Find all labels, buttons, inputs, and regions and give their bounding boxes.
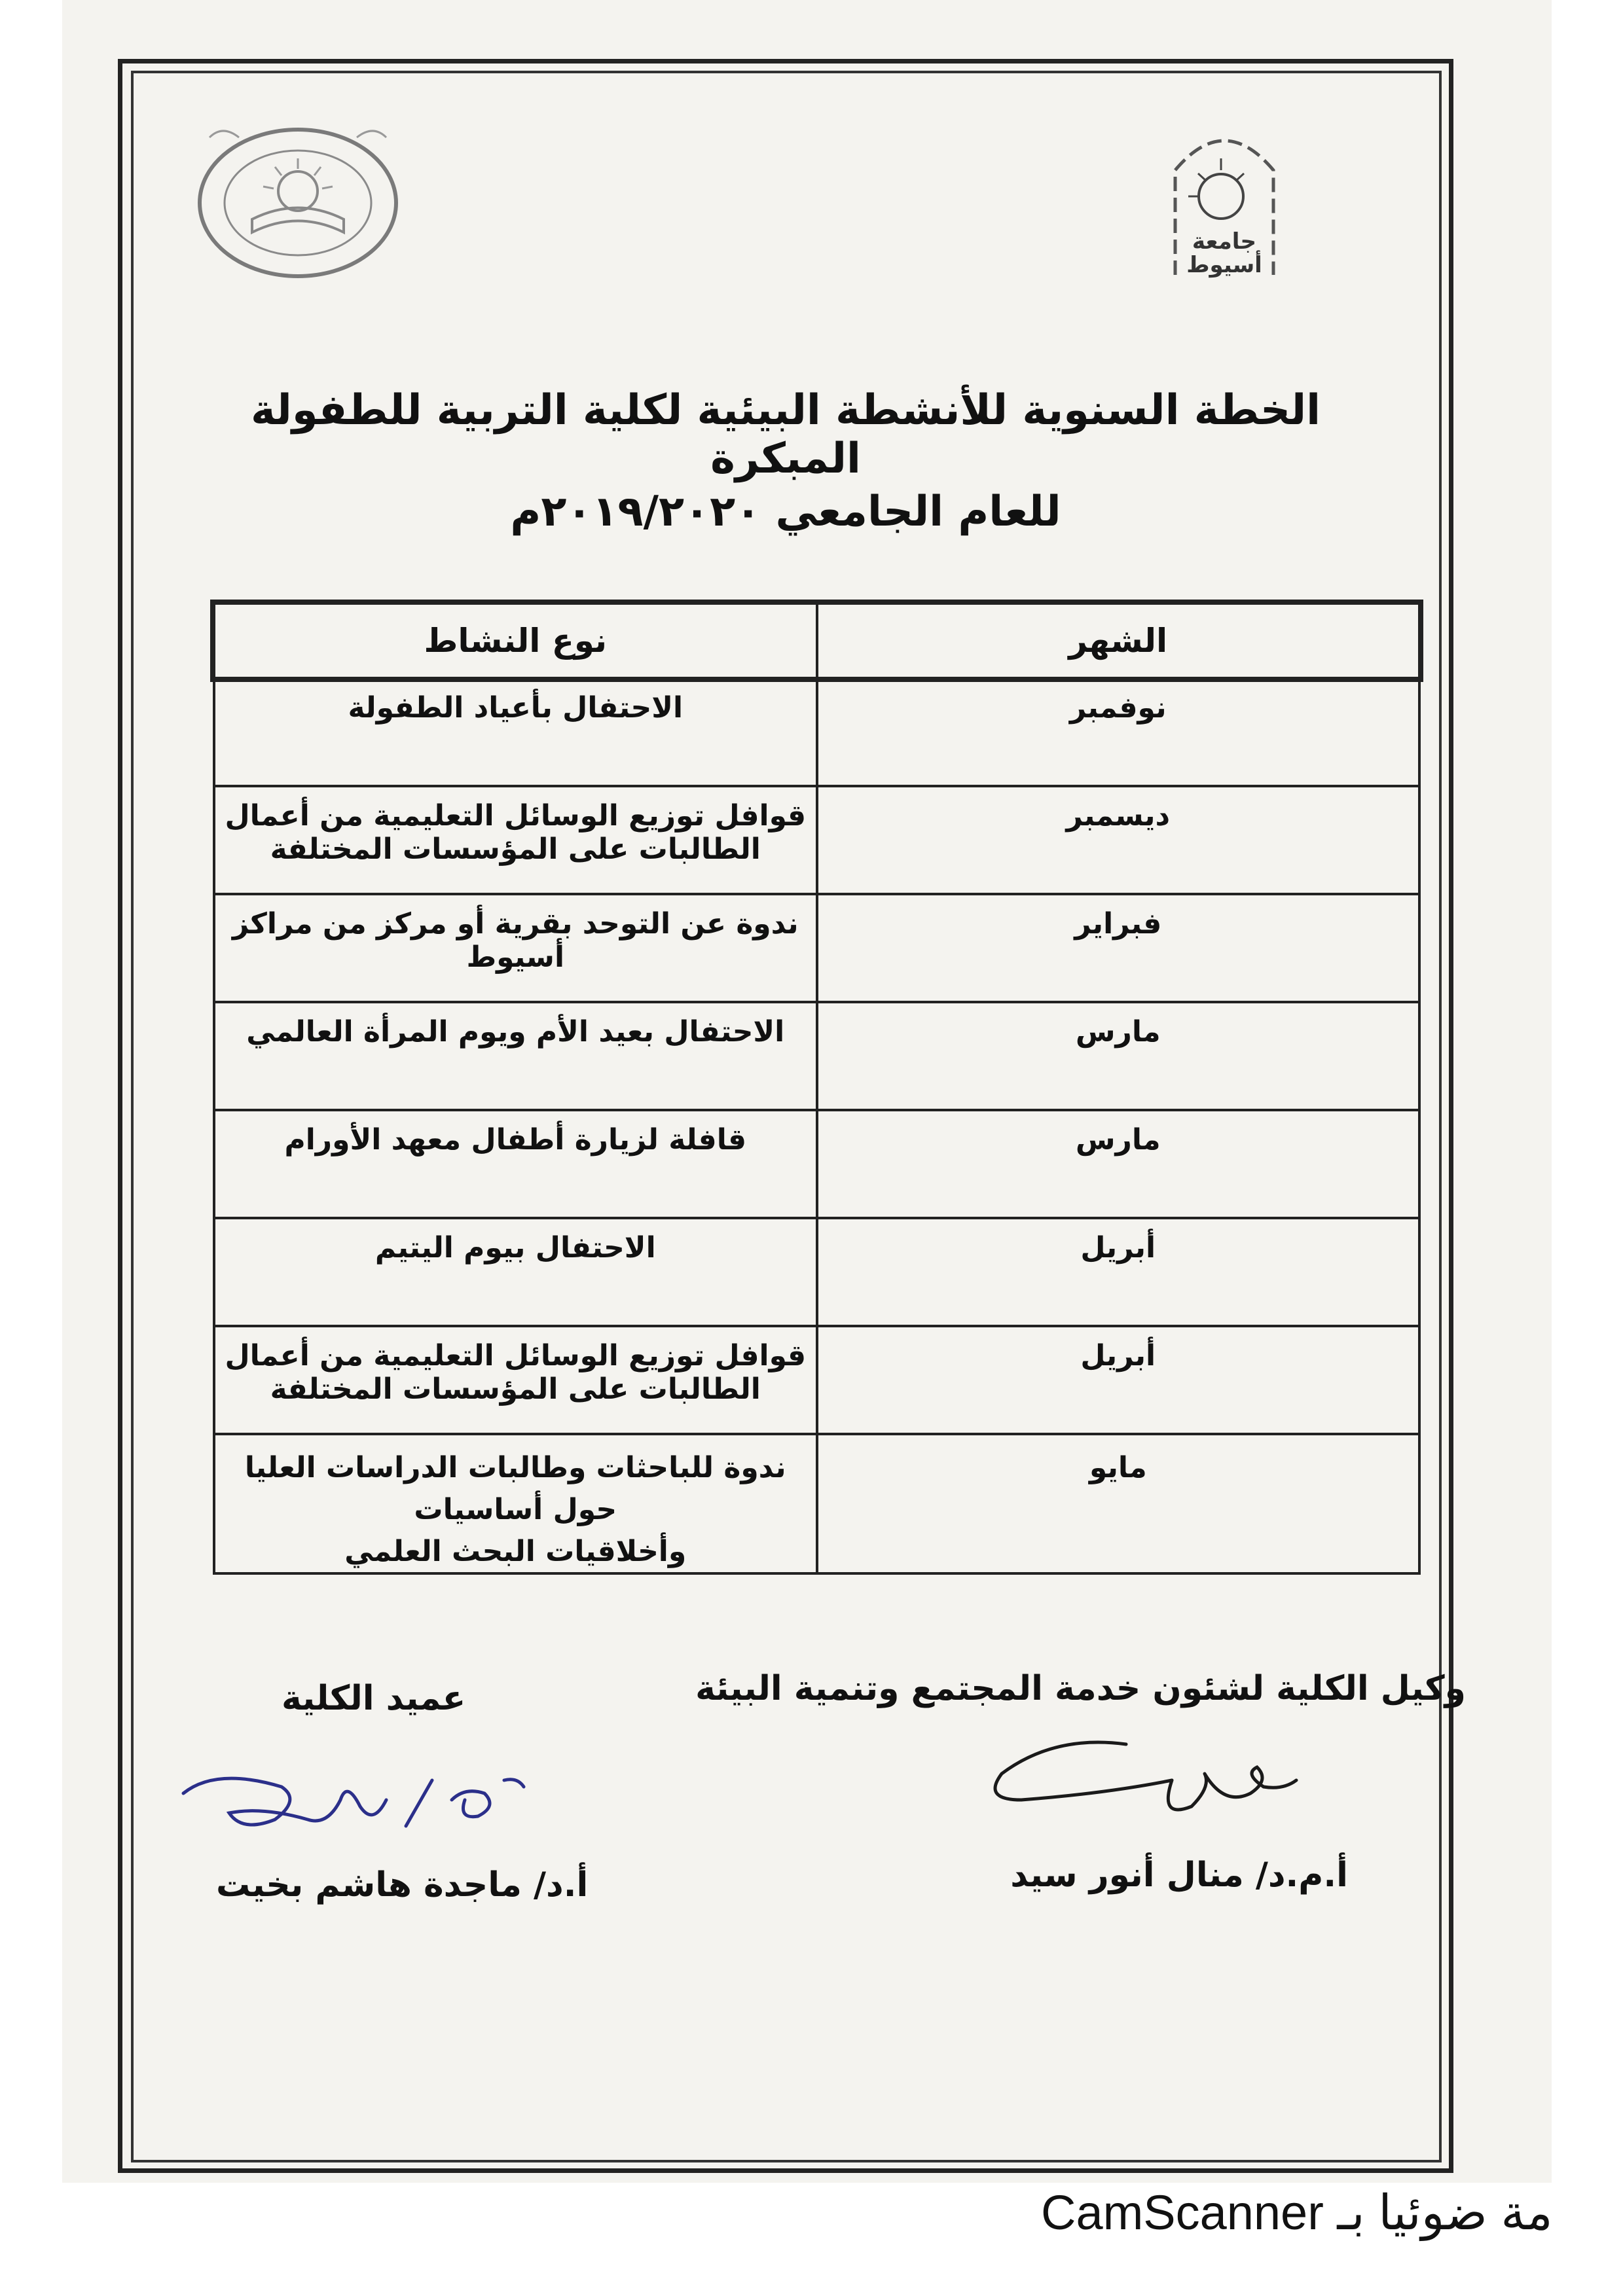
vice-dean-name: أ.م.د/ منال أنور سيد <box>1010 1856 1348 1895</box>
university-logo <box>1162 118 1286 281</box>
month-cell: مارس <box>817 1002 1420 1110</box>
month-cell: أبريل <box>817 1218 1420 1326</box>
activity-cell: قافلة لزيارة أطفال معهد الأورام <box>214 1110 817 1218</box>
activity-cell: ندوة عن التوحد بقرية أو مركز من مراكز أسيوط <box>214 894 817 1002</box>
dean-signature <box>177 1754 530 1852</box>
dean-title: عميد الكلية <box>282 1679 466 1718</box>
activity-cell: الاحتفال بعيد الأم ويوم المرأة العالمي <box>214 1002 817 1110</box>
table-header-row <box>214 603 1419 678</box>
header-month: الشهر <box>817 603 1420 678</box>
camscanner-footer: مة ضوئيا بـ CamScanner <box>1041 2185 1553 2240</box>
table-row <box>214 1002 1419 1110</box>
svg-text:أسيوط: أسيوط <box>1186 252 1262 278</box>
table-row <box>214 1326 1419 1434</box>
table-row <box>214 1110 1419 1218</box>
month-cell: نوفمبر <box>817 678 1420 786</box>
dean-name: أ.د/ ماجدة هاشم بخيت <box>216 1865 589 1905</box>
month-cell: مايو <box>817 1434 1420 1573</box>
month-cell: فبراير <box>817 894 1420 1002</box>
vice-dean-signature <box>976 1728 1303 1839</box>
table-row <box>214 786 1419 894</box>
activity-cell: قوافل توزيع الوسائل التعليمية من أعمال الطالبات على المؤسسات المختلفة <box>214 1326 817 1434</box>
activity-line: وأخلاقيات البحث العلمي <box>344 1534 687 1568</box>
vice-dean-title: وكيل الكلية لشئون خدمة المجتمع وتنمية البيئة <box>695 1669 1466 1708</box>
document-title: الخطة السنوية للأنشطة البيئية لكلية التربية للطفولة المبكرة <box>250 386 1321 483</box>
activity-cell <box>214 1434 817 1573</box>
activities-table <box>213 602 1421 1575</box>
header-activity: نوع النشاط <box>214 603 817 678</box>
table-row <box>214 1434 1419 1573</box>
activity-cell: الاحتفال بأعياد الطفولة <box>214 678 817 786</box>
table-row <box>214 894 1419 1002</box>
table-row <box>214 678 1419 786</box>
college-seal-logo <box>190 118 406 288</box>
activity-cell: الاحتفال بيوم اليتيم <box>214 1218 817 1326</box>
academic-year: للعام الجامعي ٢٠١٩/٢٠٢٠م <box>510 488 1061 536</box>
month-cell: ديسمبر <box>817 786 1420 894</box>
svg-text:جامعة: جامعة <box>1192 228 1257 255</box>
month-cell: مارس <box>817 1110 1420 1218</box>
table-row <box>214 1218 1419 1326</box>
activity-cell: قوافل توزيع الوسائل التعليمية من أعمال الطالبات على المؤسسات المختلفة <box>214 786 817 894</box>
activity-line: ندوة للباحثات وطالبات الدراسات العليا حول أساسيات <box>244 1451 786 1526</box>
month-cell: أبريل <box>817 1326 1420 1434</box>
